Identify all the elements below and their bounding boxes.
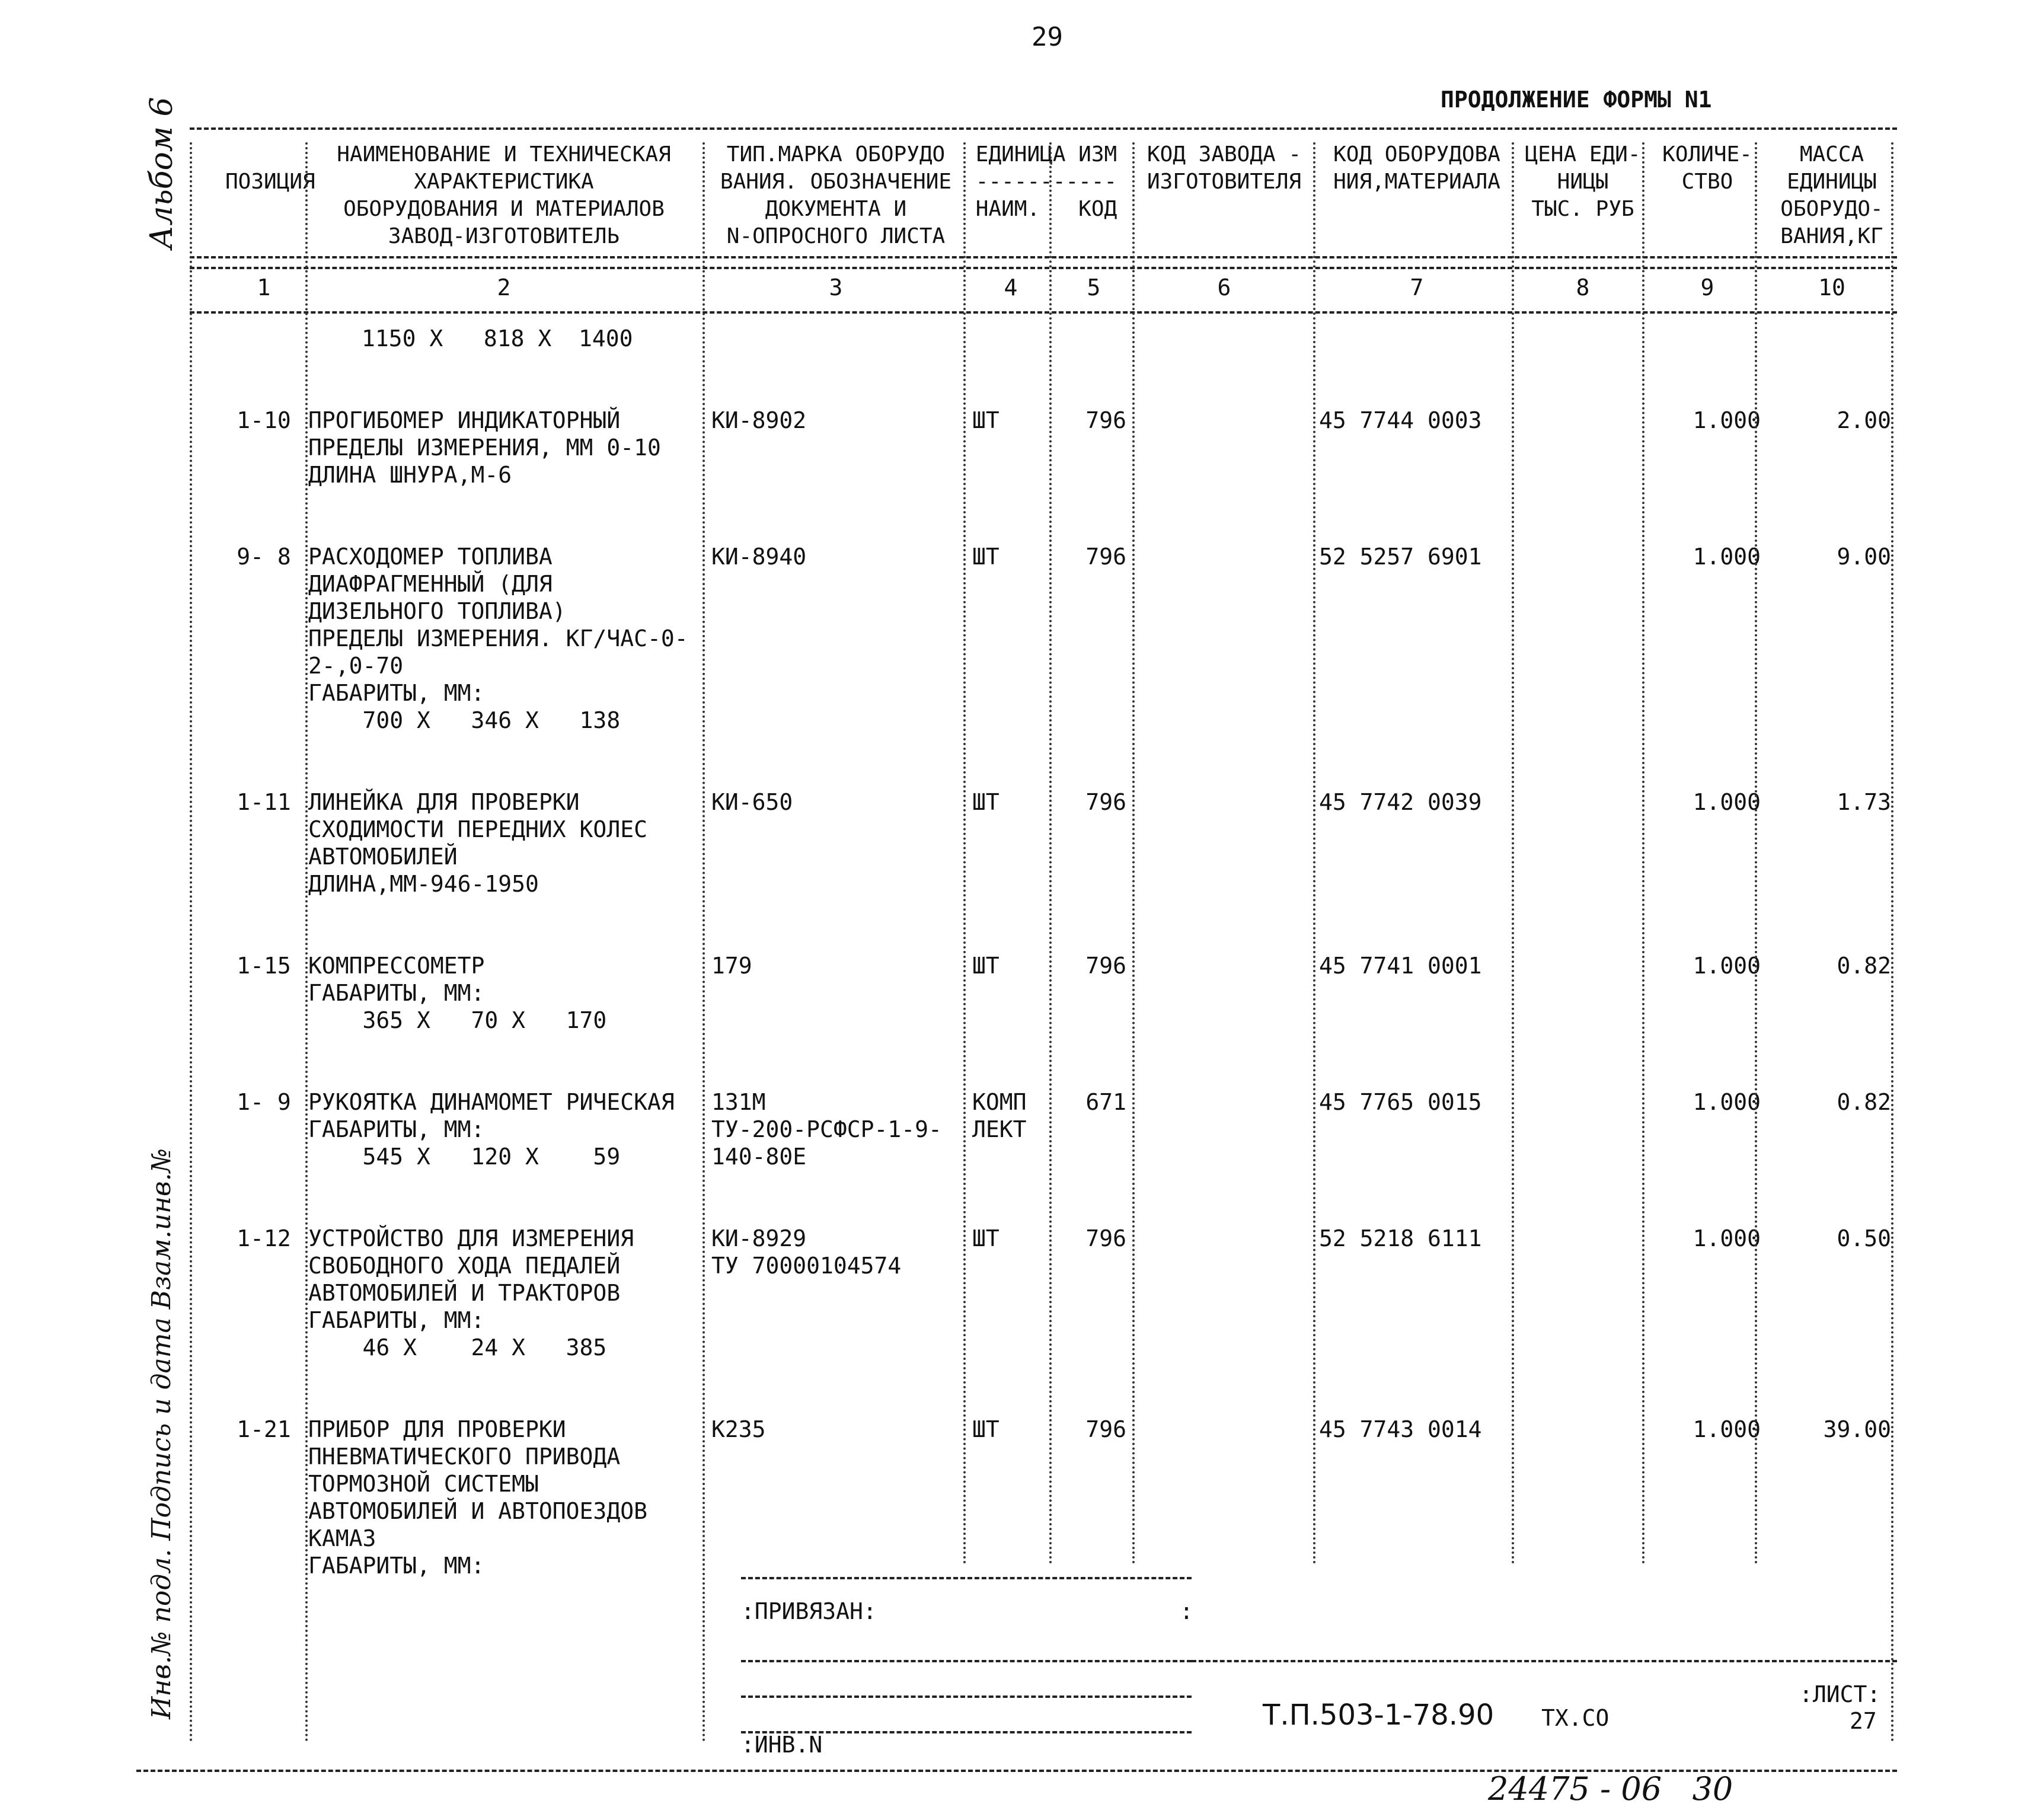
form-title: ПРОДОЛЖЕНИЕ ФОРМЫ N1 [1441,87,1712,113]
row-type: КИ-8940 [711,544,807,570]
column-separator [702,142,705,1743]
stamp-rule-1 [741,1660,1192,1662]
row-unit-code: 796 [1085,1416,1126,1442]
header-bottom-rule [190,256,1897,258]
row-description: ПРОГИБОМЕР ИНДИКАТОРНЫЙ [308,407,621,433]
header-c10-line: ВАНИЯ,КГ [1780,224,1883,248]
row-description: ПРИБОР ДЛЯ ПРОВЕРКИ [308,1416,566,1442]
page-number: 29 [1032,22,1063,52]
header-c3-line: ВАНИЯ. ОБОЗНАЧЕНИЕ [720,170,952,194]
row-quantity: 1.000 [1692,544,1761,570]
row-description: 2-,0-70 [308,653,404,679]
row-quantity: 1.000 [1692,953,1761,979]
column-separator [1512,142,1514,1565]
column-number: 8 [1576,274,1590,301]
header-c45-line: НАИМ. КОД [975,197,1117,221]
row-equipment-code: 45 7765 0015 [1319,1089,1482,1115]
row-position: 1-12 [237,1225,291,1251]
row-unit: ШТ [972,407,999,433]
inv-label: :ИНВ.N [741,1732,823,1758]
header-c9-line: СТВО [1681,170,1733,194]
header-c10-line: ОБОРУДО- [1780,197,1883,221]
header-c8-line: ТЫС. РУБ [1531,197,1634,221]
column-number: 4 [1004,274,1018,301]
sheet-label: :ЛИСТ: [1799,1681,1881,1707]
row-description: КАМАЗ [308,1525,376,1551]
row-unit: ЛЕКТ [972,1116,1027,1142]
row-description: АВТОМОБИЛЕЙ И АВТОПОЕЗДОВ [308,1498,647,1524]
column-separator [305,142,308,1743]
row-description: ПНЕВМАТИЧЕСКОГО ПРИВОДА [308,1444,621,1470]
header-c7-line: КОД ОБОРУДОВА [1333,142,1500,167]
continuation-line: 1150 Х 818 Х 1400 [362,325,633,352]
column-number: 7 [1410,274,1424,301]
stamp-rule-2 [741,1696,1192,1698]
row-equipment-code: 45 7742 0039 [1319,789,1482,815]
row-position: 1-21 [237,1416,291,1442]
row-equipment-code: 45 7741 0001 [1319,953,1482,979]
row-description: РАСХОДОМЕР ТОПЛИВА [308,544,553,570]
row-position: 1-15 [237,953,291,979]
column-number: 10 [1818,274,1845,301]
column-number: 1 [257,274,271,301]
header-c10-line: ЕДИНИЦЫ [1787,170,1877,194]
row-description: СХОДИМОСТИ ПЕРЕДНИХ КОЛЕС [308,816,647,842]
row-equipment-code: 52 5257 6901 [1319,544,1482,570]
row-description: АВТОМОБИЛЕЙ И ТРАКТОРОВ [308,1280,621,1306]
row-quantity: 1.000 [1692,1089,1761,1115]
row-equipment-code: 45 7743 0014 [1319,1416,1482,1442]
row-equipment-code: 45 7744 0003 [1319,407,1482,433]
column-number: 9 [1700,274,1714,301]
row-description: ГАБАРИТЫ, ММ: [308,1116,485,1142]
row-description: ГАБАРИТЫ, ММ: [308,980,485,1006]
header-c3-line: ТИП.МАРКА ОБОРУДО [726,142,946,167]
attached-label: :ПРИВЯЗАН: [741,1598,877,1624]
row-mass: 2.00 [1837,407,1891,433]
row-description: ДЛИНА,ММ-946-1950 [308,871,539,897]
row-mass: 0.50 [1837,1225,1891,1251]
header-c3-line: ДОКУМЕНТА И [765,197,907,221]
stamp-label: Инв.№ подл. Подпись и дата Взам.инв.№ [146,1148,177,1719]
header-c2-line: ОБОРУДОВАНИЯ И МАТЕРИАЛОВ [343,197,665,221]
row-position: 1-10 [237,407,291,433]
numbers-bottom-rule [190,311,1897,314]
row-mass: 1.73 [1837,789,1891,815]
row-unit: ШТ [972,789,999,815]
row-description: ГАБАРИТЫ, ММ: [308,1307,485,1333]
header-c6-line: ИЗГОТОВИТЕЛЯ [1147,170,1302,194]
row-position: 1-11 [237,789,291,815]
header-c3-line: N-ОПРОСНОГО ЛИСТА [726,224,946,248]
column-number: 6 [1217,274,1231,301]
header-c2-line: ХАРАКТЕРИСТИКА [414,170,594,194]
row-unit-code: 796 [1085,953,1126,979]
row-type: 179 [711,953,752,979]
row-description: ПРЕДЕЛЫ ИЗМЕРЕНИЯ. КГ/ЧАС-0- [308,625,688,652]
header-c1-line: ПОЗИЦИЯ [225,170,315,194]
row-unit-code: 796 [1085,789,1126,815]
row-type: КИ-8902 [711,407,807,433]
row-mass: 0.82 [1837,1089,1891,1115]
row-unit: ШТ [972,544,999,570]
row-description: ДЛИНА ШНУРА,М-6 [308,462,512,488]
row-type: К235 [711,1416,766,1442]
header-c45-line: ----------- [975,170,1117,194]
row-type: ТУ-200-РСФСР-1-9- [711,1116,942,1142]
row-type: 140-80Е [711,1144,807,1170]
doc-type: ТХ.СО [1541,1705,1610,1731]
row-description: 545 Х 120 Х 59 [308,1144,621,1170]
row-type: КИ-650 [711,789,793,815]
row-equipment-code: 52 5218 6111 [1319,1225,1482,1251]
row-quantity: 1.000 [1692,789,1761,815]
column-separator [1313,142,1315,1565]
row-unit-code: 671 [1085,1089,1126,1115]
row-type: ТУ 70000104574 [711,1253,902,1279]
header-c9-line: КОЛИЧЕ- [1662,142,1752,167]
column-separator [1642,142,1644,1565]
column-separator [963,142,966,1565]
header-c6-line: КОД ЗАВОДА - [1147,142,1302,167]
row-unit: ШТ [972,953,999,979]
row-description: ПРЕДЕЛЫ ИЗМЕРЕНИЯ, ММ 0-10 [308,435,661,461]
row-unit: ШТ [972,1225,999,1251]
stamp-top-rule [741,1577,1192,1579]
row-position: 9- 8 [237,544,291,570]
row-description: ГАБАРИТЫ, ММ: [308,680,485,706]
stamp-rule-main [1192,1660,1897,1662]
header-c2-line: ЗАВОД-ИЗГОТОВИТЕЛЬ [388,224,620,248]
row-description: АВТОМОБИЛЕЙ [308,844,458,870]
row-description: УСТРОЙСТВО ДЛЯ ИЗМЕРЕНИЯ [308,1225,634,1251]
row-description: ТОРМОЗНОЙ СИСТЕМЫ [308,1471,539,1497]
row-unit: ШТ [972,1416,999,1442]
column-separator [1132,142,1135,1565]
column-separator [1049,142,1052,1565]
column-number: 3 [829,274,843,301]
row-mass: 9.00 [1837,544,1891,570]
row-description: ДИАФРАГМЕННЫЙ (ДЛЯ [308,571,553,597]
row-quantity: 1.000 [1692,407,1761,433]
header-c10-line: МАССА [1799,142,1864,167]
row-description: ЛИНЕЙКА ДЛЯ ПРОВЕРКИ [308,789,580,815]
row-mass: 0.82 [1837,953,1891,979]
column-separator [1755,142,1757,1565]
row-mass: 39.00 [1823,1416,1891,1442]
header-c2-line: НАИМЕНОВАНИЕ И ТЕХНИЧЕСКАЯ [337,142,671,167]
header-c8-line: ЦЕНА ЕДИ- [1525,142,1641,167]
column-number: 2 [497,274,511,301]
row-type: КИ-8929 [711,1225,807,1251]
table-top-rule [190,127,1897,130]
row-type: 131М [711,1089,766,1115]
album-label: Альбом 6 [144,97,180,249]
row-description: КОМПРЕССОМЕТР [308,953,485,979]
row-quantity: 1.000 [1692,1225,1761,1251]
row-unit: КОМП [972,1089,1027,1115]
row-description: 365 Х 70 Х 170 [308,1007,607,1033]
row-description: 700 Х 346 Х 138 [308,707,621,733]
column-separator [1891,142,1893,1743]
header-c8-line: НИЦЫ [1557,170,1609,194]
row-description: РУКОЯТКА ДИНАМОМЕТ РИЧЕСКАЯ [308,1089,675,1115]
row-quantity: 1.000 [1692,1416,1761,1442]
row-unit-code: 796 [1085,407,1126,433]
row-unit-code: 796 [1085,544,1126,570]
header-c45-line: ЕДИНИЦА ИЗМ [975,142,1117,167]
sheet-number: 27 [1850,1708,1877,1734]
handwritten-number: 24475 - 06 30 [1488,1770,1733,1808]
row-description: ДИЗЕЛЬНОГО ТОПЛИВА) [308,598,566,624]
doc-code: Т.П.503-1-78.90 [1263,1698,1494,1732]
row-description: ГАБАРИТЫ, ММ: [308,1553,485,1579]
header-c7-line: НИЯ,МАТЕРИАЛА [1333,170,1500,194]
numbers-top-rule [190,267,1897,269]
stamp-colon: : [1180,1598,1193,1624]
row-description: СВОБОДНОГО ХОДА ПЕДАЛЕЙ [308,1253,621,1279]
row-description: 46 Х 24 Х 385 [308,1334,607,1361]
column-separator [190,142,192,1743]
column-number: 5 [1087,274,1101,301]
row-unit-code: 796 [1085,1225,1126,1251]
row-position: 1- 9 [237,1089,291,1115]
